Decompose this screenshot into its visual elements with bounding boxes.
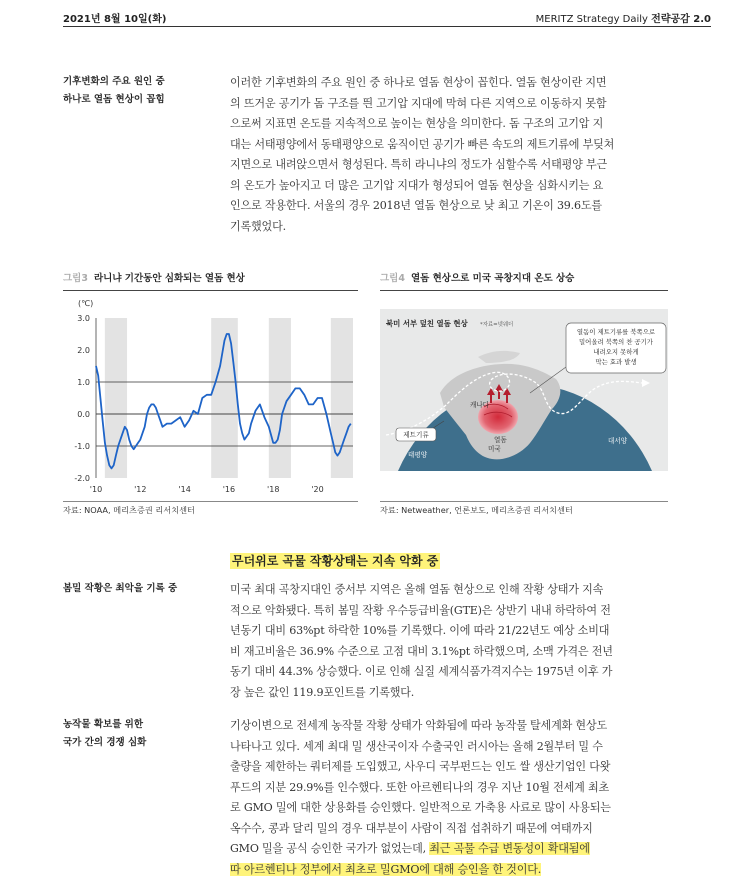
la-nina-period-shade: [331, 318, 353, 478]
figure3-line-chart: [60, 293, 360, 498]
paragraph-line: 기록했었다.: [230, 219, 286, 233]
figure4-source: 자료: Netweather, 언론보도, 메리츠증권 리서치센터: [380, 505, 573, 515]
y-tick-label: -2.0: [74, 474, 90, 483]
callout-line: 내려오지 못하게: [593, 348, 639, 356]
highlighted-text: 따 아르헨티나 정부에서 최초로 밀GMO에 대해 승인을 한 것이다.: [230, 862, 542, 876]
section2-heading: 무더위로 곡물 작황상태는 지속 악화 중: [232, 554, 439, 568]
paragraph-line: 로 GMO 밀에 대한 상용화를 승인했다. 일반적으로 가축용 사료로 많이 사용되는: [230, 801, 611, 814]
label-heat-dome: 열돔: [494, 436, 507, 444]
report-date: 2021년 8월 10일(화): [63, 14, 167, 25]
paragraph-line: 의 뜨거운 공기가 돔 구조를 띈 고기압 지대에 막혀 다른 지역으로 이동하지 못함: [230, 96, 607, 110]
map-title: 북미 서부 덮친 열돔 현상: [386, 319, 468, 328]
callout-line: 열돔이 제트기류를 북쪽으로: [576, 328, 656, 336]
figure4-number: 그림4: [380, 273, 405, 284]
x-tick-label: '18: [267, 485, 280, 494]
figure4-title: 그림4 열돔 현상으로 미국 곡창지대 온도 상승: [380, 273, 575, 284]
series-name: 전략공감 2.0: [651, 14, 711, 25]
y-tick-label: 2.0: [77, 346, 90, 355]
paragraph-line: 적으로 악화됐다. 특히 봄밀 작황 우수등급비율(GTE)은 상반기 내내 하락하여 전: [230, 603, 611, 617]
arctic-land: [478, 351, 520, 363]
map-title-note: *자료=넷웨더: [480, 322, 514, 328]
figure3-title: 그림3 라니냐 기간동안 심화되는 열돔 현상: [63, 273, 245, 284]
paragraph-line: 년동기 대비 63%pt 하락한 10%를 기록했다. 이에 따라 21/22년도 예상 소비대: [230, 624, 610, 637]
section1-side-label: 기후변화의 주요 원인 중 하나로 열돔 현상이 꼽힘: [63, 76, 165, 105]
label-canada: 캐나다: [470, 401, 490, 409]
paragraph-line: 인으로 작용한다. 서울의 경우 2018년 열돔 현상으로 낮 최고 기온이 39.6도를: [230, 199, 602, 212]
x-tick-label: '10: [89, 485, 103, 494]
paragraph-line: 나타나고 있다. 세계 최대 밀 생산국이자 수출국인 러시아는 올해 2월부터 밀 수: [230, 739, 603, 753]
label-usa: 미국: [488, 445, 501, 453]
jet-stream-arrowhead: [642, 379, 650, 387]
header-rule: [63, 26, 711, 27]
highlighted-text: 최근 곡물 수급 변동성이 확대됨에: [429, 842, 590, 855]
label-pacific: 태평양: [408, 451, 428, 459]
paragraph-line: 장 높은 값인 119.9포인트를 기록했다.: [230, 685, 415, 699]
paragraph-line: [230, 860, 672, 881]
section3-paragraph: [230, 716, 672, 880]
page-header: [63, 6, 711, 26]
figure3-source: 자료: NOAA, 메리츠증권 리서치센터: [63, 505, 195, 515]
y-tick-label: -1.0: [74, 442, 90, 451]
paragraph-line: 지면으로 내려앉으면서 형성된다. 특히 라니냐의 정도가 심할수록 서태평양 부근: [230, 158, 607, 171]
la-nina-period-shade: [269, 318, 291, 478]
callout-line: 막는 효과 발생: [595, 358, 637, 366]
figure4-bottom-rule: [380, 501, 668, 502]
paragraph-line: 이러한 기후변화의 주요 원인 중 하나로 열돔 현상이 꼽힌다. 열돔 현상이란 지면: [230, 76, 607, 89]
section3-side-label: 농작물 확보를 위한 국가 간의 경쟁 심화: [63, 719, 147, 748]
paragraph-line: 미국 최대 곡창지대인 중서부 지역은 올해 열돔 현상으로 인해 작황 상태가 지속: [230, 583, 604, 596]
paragraph-line: 기상이변으로 전세계 농작물 작황 상태가 악화됨에 따라 농작물 탈세계화 현상도: [230, 719, 607, 732]
paragraph-line: 동기 대비 44.3% 상승했다. 이로 인해 실질 세계식품가격지수는 1975년 이후 가: [230, 665, 613, 678]
paragraph-line: 옥수수, 콩과 달리 밀의 경우 대부분이 사람이 직접 섭취하기 때문에 여태까지: [230, 821, 593, 835]
paragraph-line: 푸드의 지분 29.9%를 인수했다. 또한 아르헨티나의 경우 지난 10월 전세계 최초: [230, 780, 610, 794]
section2-side-label: 봄밀 작황은 최악을 기록 중: [63, 583, 178, 594]
paragraph-line: 의 온도가 높아지고 더 많은 고기압 지대가 형성되어 열돔 현상을 심화시키는 요: [230, 178, 604, 192]
y-axis-unit: (℃): [78, 299, 94, 308]
figure3-top-rule: [63, 290, 358, 291]
paragraph-line: 비 재고비율은 36.9% 수준으로 고점 대비 3.1%pt 하락했으며, 소맥 가격은 전년: [230, 644, 613, 658]
y-tick-label: 3.0: [77, 314, 90, 323]
heat-dome-map: [380, 309, 668, 471]
section1-paragraph: [230, 73, 672, 237]
figure4-top-rule: [380, 290, 668, 291]
x-tick-label: '14: [178, 485, 191, 494]
figure3-bottom-rule: [63, 501, 358, 502]
publication-name: MERITZ Strategy Daily: [535, 14, 648, 25]
x-tick-label: '16: [222, 485, 236, 494]
label-atlantic: 대서양: [608, 437, 628, 445]
y-tick-label: 0.0: [77, 410, 90, 419]
publication-title: [536, 10, 711, 25]
section2-paragraph: [230, 580, 672, 703]
y-tick-label: 1.0: [77, 378, 90, 387]
paragraph-line: 출량을 제한하는 쿼터제를 도입했고, 사우디 국부펀드는 인도 쌀 생산기업인 다왓: [230, 760, 611, 773]
x-tick-label: '12: [134, 485, 147, 494]
paragraph-line: 으로써 지표면 온도를 지속적으로 높이는 현상을 의미한다. 돔 구조의 고기압 지: [230, 117, 604, 130]
paragraph-line: GMO 밀을 공식 승인한 국가가 없었는데, 최근 곡물 수급 변동성이 확대됨에: [230, 842, 590, 855]
paragraph-line: 대는 서태평양에서 동태평양으로 움직이던 공기가 빠른 속도의 제트기류에 부딪쳐: [230, 137, 615, 151]
x-tick-label: '20: [311, 485, 324, 494]
callout-line: 밀어올려 북쪽의 찬 공기가: [578, 338, 654, 346]
figure3-number: 그림3: [63, 273, 88, 284]
label-jet-stream: 제트기류: [403, 431, 429, 439]
